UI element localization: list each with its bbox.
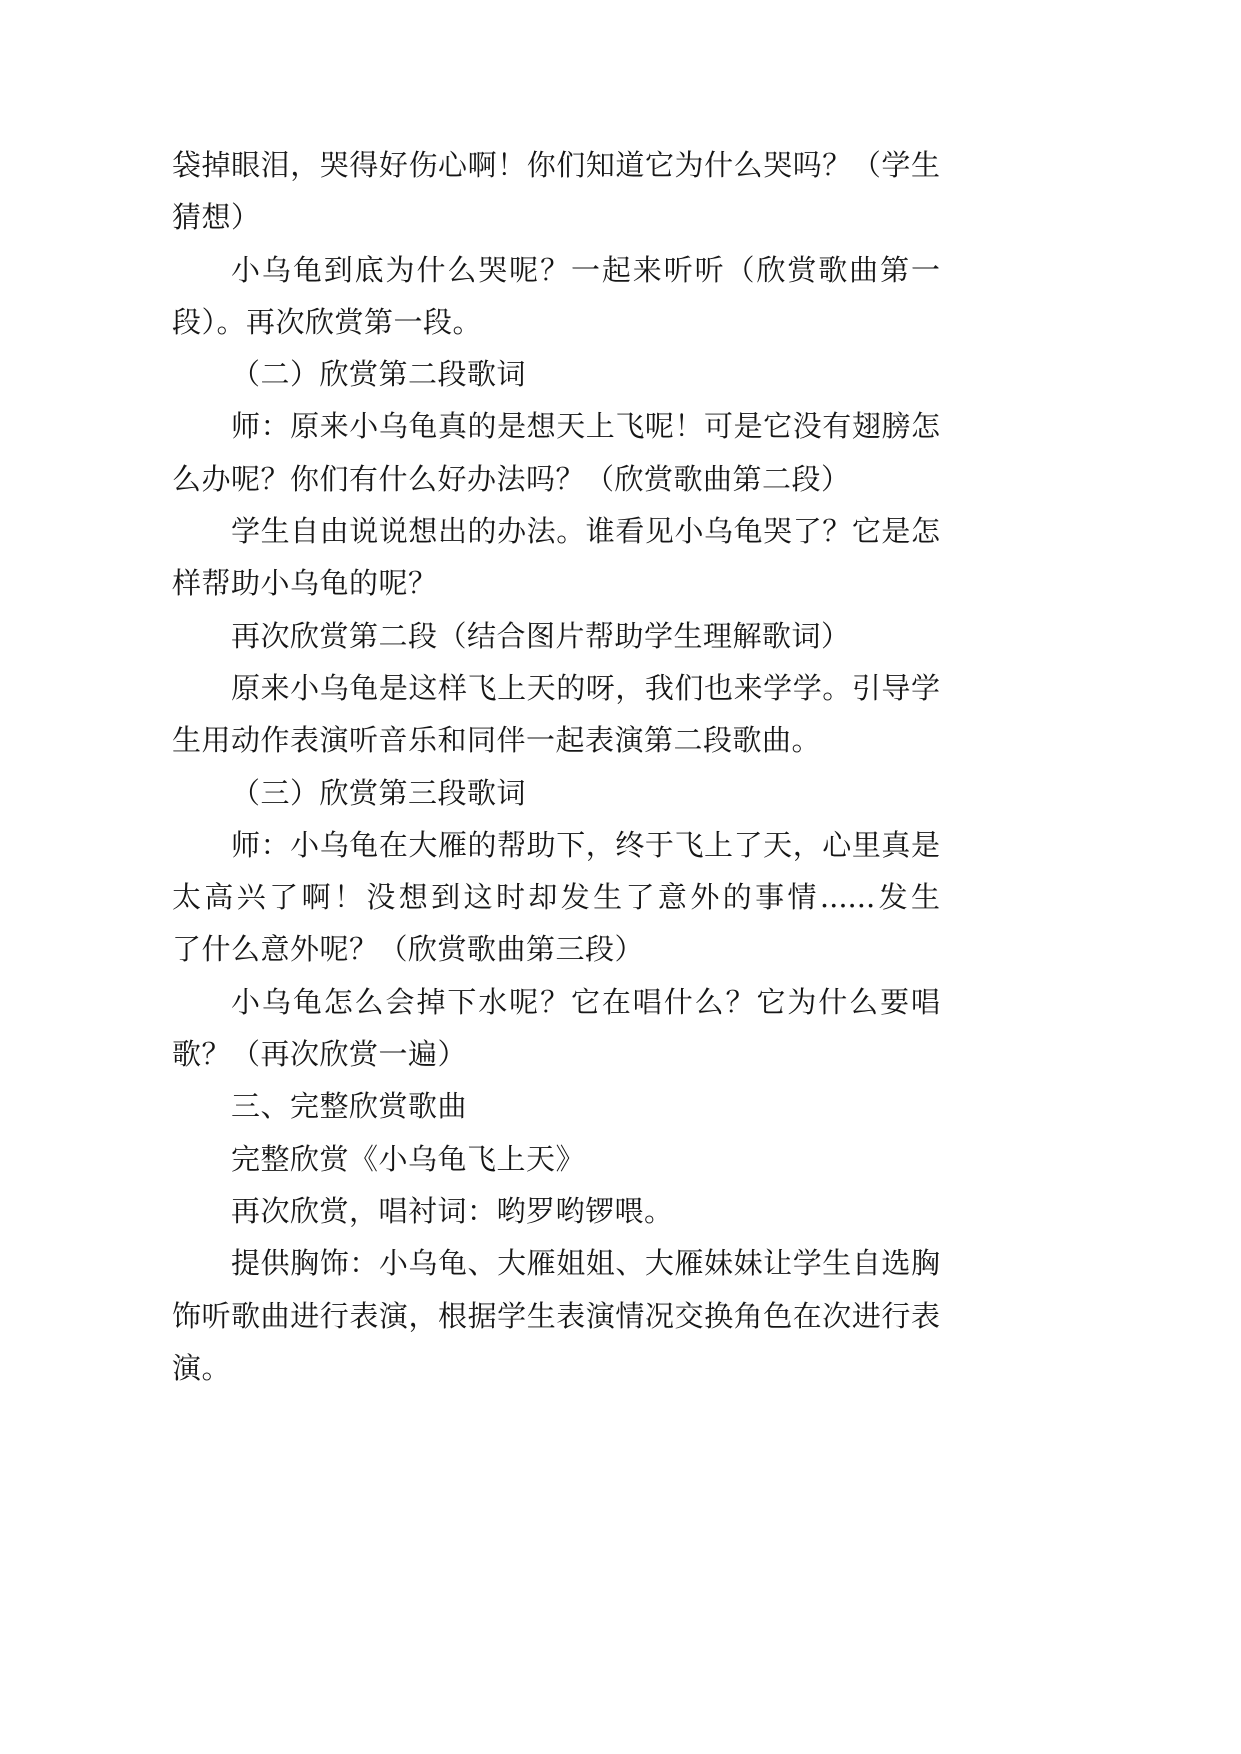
text-line: 样帮助小乌龟的呢？ bbox=[172, 566, 438, 601]
text-line: 师：小乌龟在大雁的帮助下，终于飞上了天，心里真是 bbox=[231, 827, 940, 862]
text-line: 提供胸饰：小乌龟、大雁姐姐、大雁妹妹让学生自选胸 bbox=[231, 1246, 940, 1281]
text-line: 再次欣赏第二段（结合图片帮助学生理解歌词） bbox=[231, 618, 851, 653]
text-line: 袋掉眼泪，哭得好伤心啊！你们知道它为什么哭吗？（学生 bbox=[172, 148, 940, 182]
text-line: 演。 bbox=[172, 1350, 232, 1385]
paragraph bbox=[172, 505, 940, 610]
paragraph bbox=[172, 244, 940, 349]
text-line: 三、完整欣赏歌曲 bbox=[231, 1089, 468, 1124]
text-line: 饰听歌曲进行表演，根据学生表演情况交换角色在次进行表 bbox=[172, 1298, 940, 1333]
paragraph bbox=[172, 1237, 940, 1394]
text-line: 歌？（再次欣赏一遍） bbox=[172, 1037, 468, 1072]
text-line: 生用动作表演听音乐和同伴一起表演第二段歌曲。 bbox=[172, 723, 822, 758]
text-line: 学生自由说说想出的办法。谁看见小乌龟哭了？它是怎 bbox=[231, 514, 940, 549]
text-line: 小乌龟怎么会掉下水呢？它在唱什么？它为什么要唱 bbox=[231, 984, 940, 1019]
text-line: （二）欣赏第二段歌词 bbox=[231, 357, 527, 392]
paragraph bbox=[172, 819, 940, 976]
text-line: 么办呢？你们有什么好办法吗？（欣赏歌曲第二段） bbox=[172, 461, 851, 496]
text-line: 猜想） bbox=[172, 200, 261, 235]
text-line: 原来小乌龟是这样飞上天的呀，我们也来学学。引导学 bbox=[231, 670, 940, 705]
paragraph bbox=[172, 400, 940, 505]
text-line: 了什么意外呢？（欣赏歌曲第三段） bbox=[172, 932, 645, 967]
text-line: 段）。再次欣赏第一段。 bbox=[172, 304, 483, 339]
section-heading bbox=[172, 348, 940, 400]
text-line: 小乌龟到底为什么哭呢？一起来听听（欣赏歌曲第一 bbox=[231, 252, 940, 287]
paragraph bbox=[172, 1133, 940, 1185]
paragraph bbox=[172, 610, 940, 662]
paragraph bbox=[172, 1185, 940, 1237]
text-line: 再次欣赏，唱衬词：哟罗哟锣喂。 bbox=[231, 1193, 674, 1228]
section-heading bbox=[172, 1080, 940, 1132]
text-line: 师：原来小乌龟真的是想天上飞呢！可是它没有翅膀怎 bbox=[231, 409, 940, 444]
paragraph-continuation bbox=[172, 139, 940, 244]
text-line: （三）欣赏第三段歌词 bbox=[231, 775, 527, 810]
text-line: 太高兴了啊！没想到这时却发生了意外的事情......发生 bbox=[172, 880, 940, 915]
paragraph bbox=[172, 976, 940, 1081]
document-body bbox=[172, 139, 940, 1394]
section-heading bbox=[172, 767, 940, 819]
text-line: 完整欣赏《小乌龟飞上天》 bbox=[231, 1141, 586, 1176]
paragraph bbox=[172, 662, 940, 767]
